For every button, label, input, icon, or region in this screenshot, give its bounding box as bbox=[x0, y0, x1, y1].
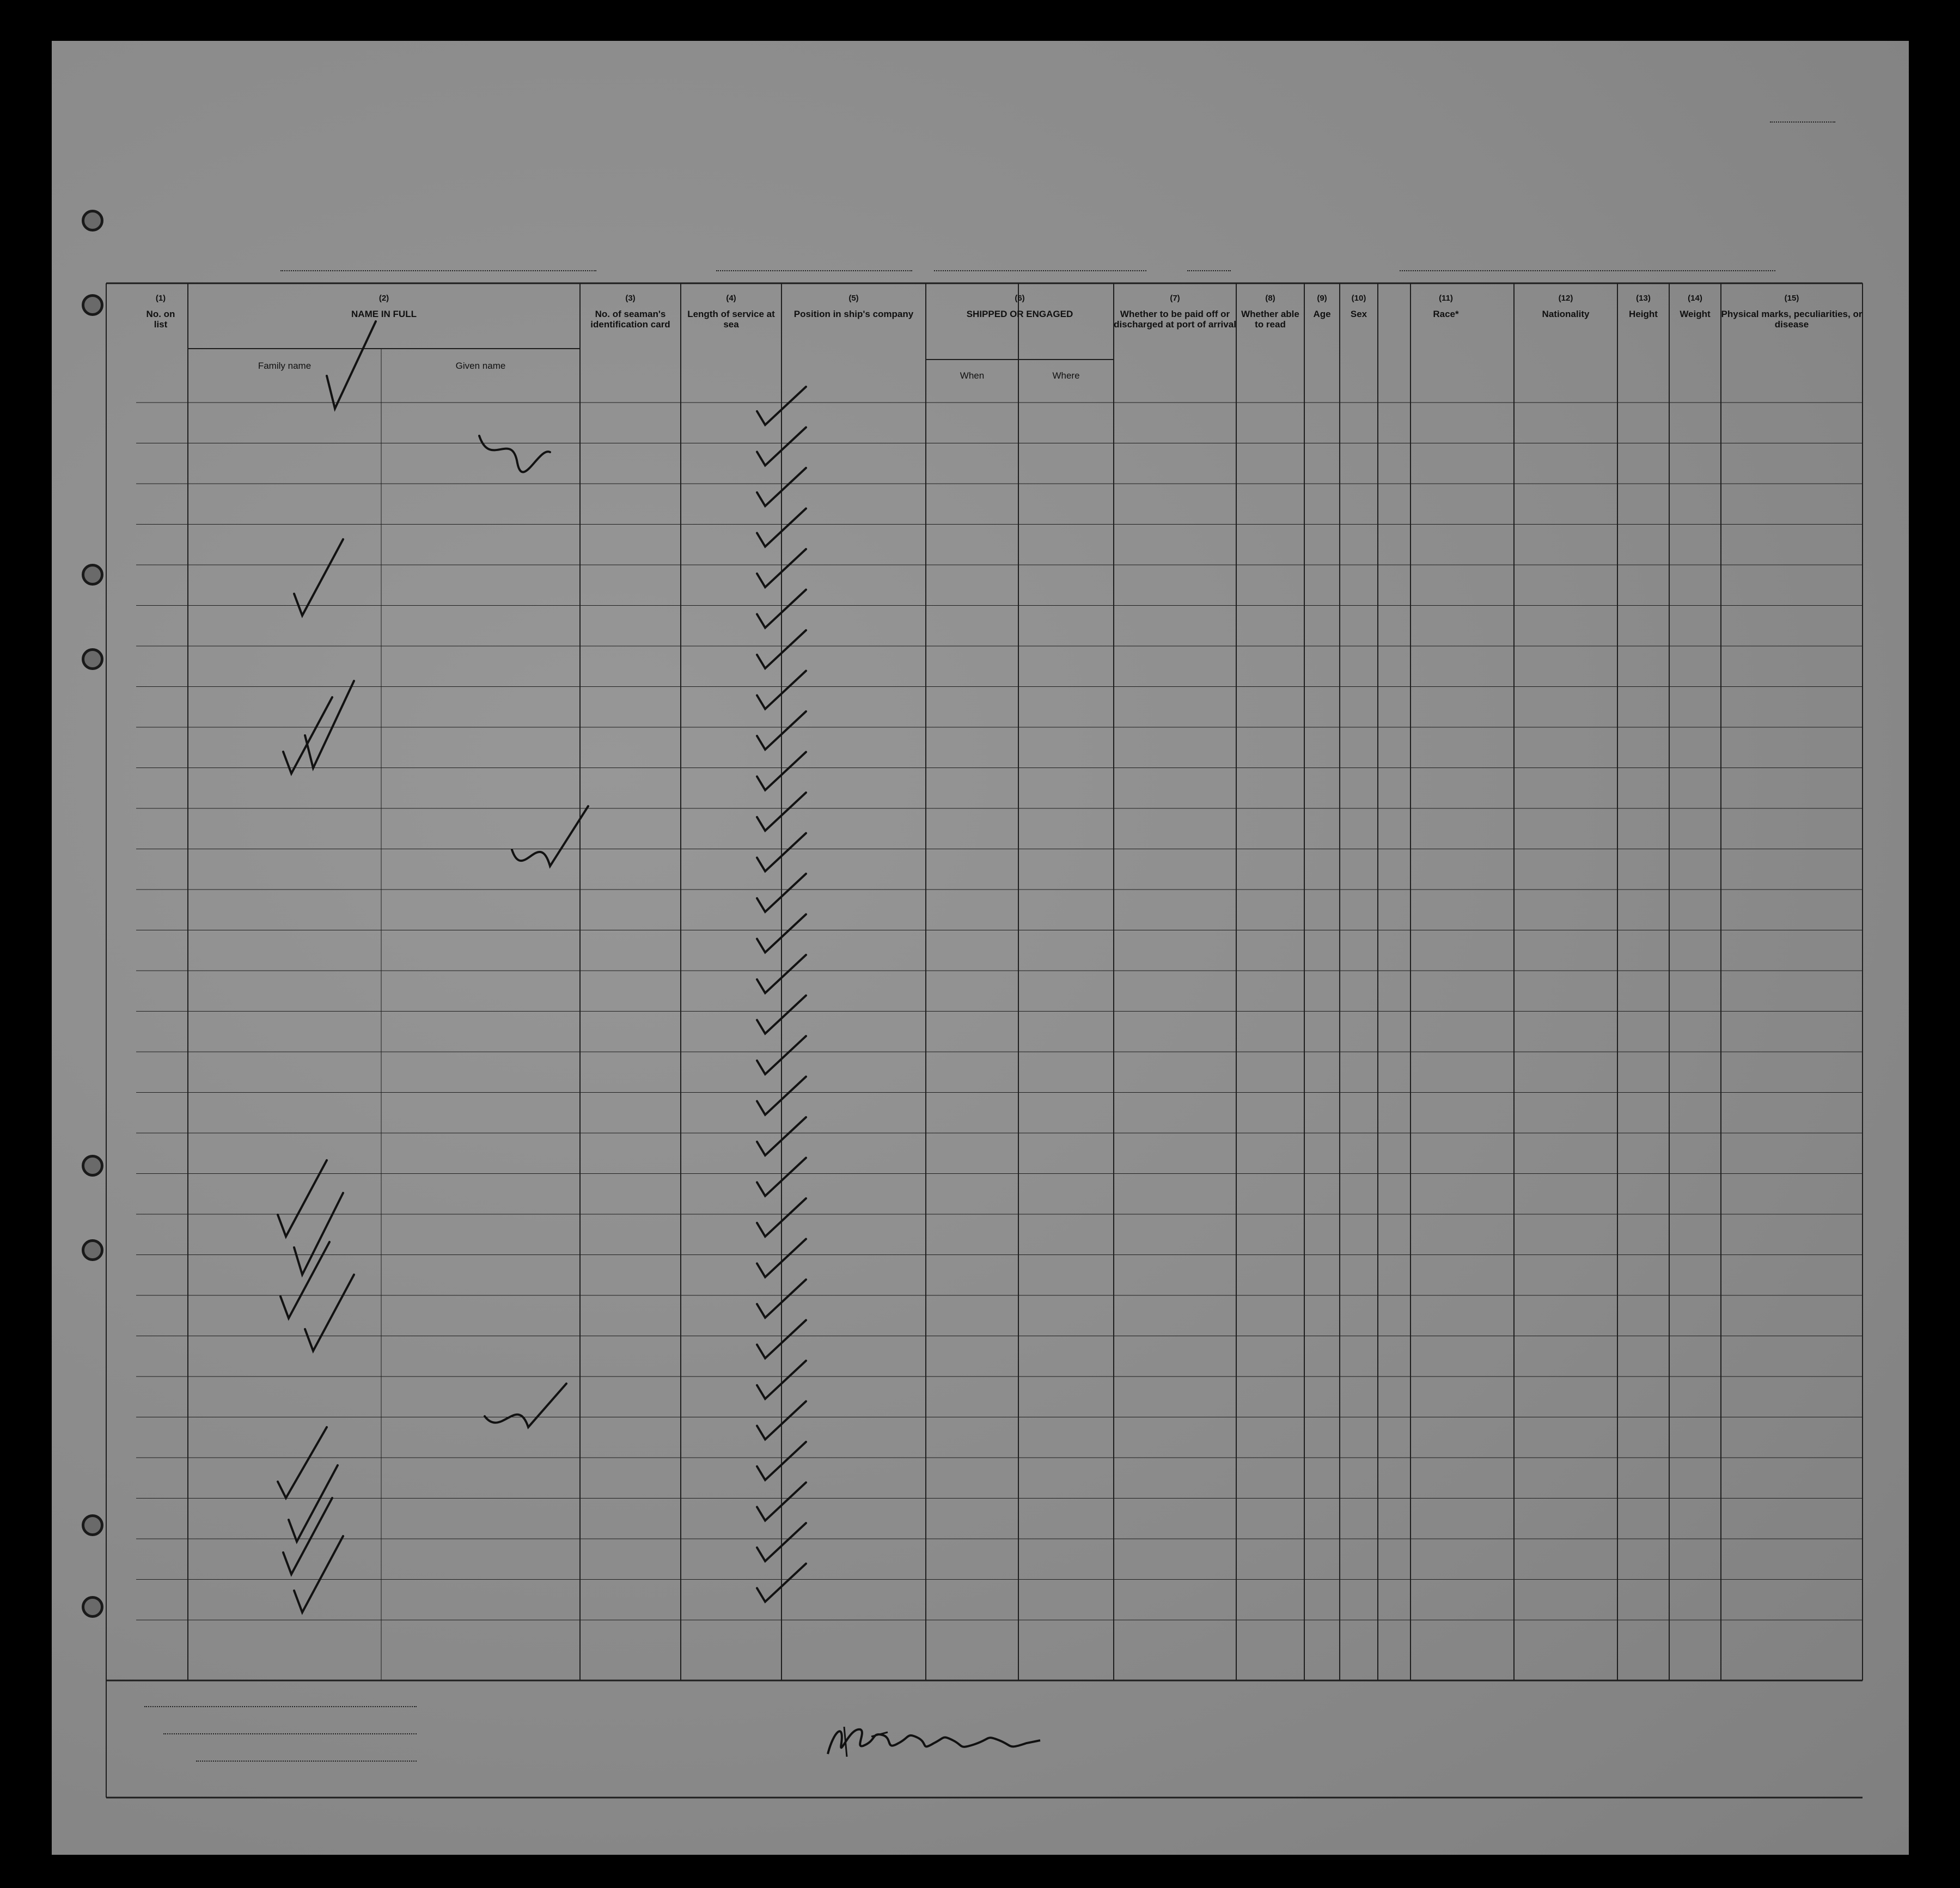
column-label: Position in ship's company bbox=[793, 309, 914, 319]
column-subheader: Where bbox=[1052, 370, 1080, 381]
column-number: (14) bbox=[1688, 294, 1702, 303]
check-mark bbox=[757, 1523, 806, 1561]
check-mark bbox=[485, 1384, 566, 1427]
column-label: Height bbox=[1629, 309, 1658, 319]
column-label: Length of service at sea bbox=[687, 309, 775, 330]
check-mark bbox=[327, 321, 376, 409]
check-mark bbox=[278, 1160, 327, 1237]
column-number: (4) bbox=[726, 294, 736, 303]
column-label: Physical marks, peculiarities, or disease bbox=[1721, 309, 1863, 330]
check-mark bbox=[757, 996, 806, 1034]
check-mark bbox=[757, 549, 806, 587]
check-mark bbox=[757, 1442, 806, 1480]
line-field[interactable] bbox=[144, 1706, 417, 1707]
check-mark bbox=[479, 436, 550, 472]
column-label: Race* bbox=[1433, 309, 1459, 319]
column-number: (10) bbox=[1351, 294, 1366, 303]
column-subheader: When bbox=[960, 370, 985, 381]
check-mark bbox=[757, 590, 806, 628]
column-number: (6) bbox=[1015, 294, 1025, 303]
check-mark bbox=[283, 1498, 332, 1574]
check-mark bbox=[280, 1242, 329, 1318]
column-subheader: Given name bbox=[455, 361, 506, 371]
check-mark bbox=[757, 671, 806, 709]
check-mark bbox=[305, 681, 354, 768]
column-label: NAME IN FULL bbox=[351, 309, 417, 319]
check-mark bbox=[757, 1483, 806, 1521]
check-mark bbox=[757, 428, 806, 466]
check-mark bbox=[283, 697, 332, 774]
column-number: (12) bbox=[1558, 294, 1573, 303]
check-mark bbox=[757, 915, 806, 953]
column-label: No. of seaman's identification card bbox=[590, 309, 670, 330]
check-mark bbox=[757, 630, 806, 668]
check-mark bbox=[294, 1536, 343, 1612]
check-mark bbox=[294, 539, 343, 616]
column-number: (1) bbox=[155, 294, 166, 303]
check-mark bbox=[757, 468, 806, 506]
column-label: Sex bbox=[1350, 309, 1367, 319]
check-mark bbox=[757, 874, 806, 912]
check-mark bbox=[757, 1280, 806, 1318]
check-mark bbox=[757, 1320, 806, 1359]
local-agents-field[interactable] bbox=[196, 1761, 417, 1762]
column-label: Age bbox=[1313, 309, 1331, 319]
column-number: (11) bbox=[1439, 294, 1453, 303]
check-mark bbox=[512, 806, 588, 866]
check-mark bbox=[757, 752, 806, 790]
check-mark bbox=[757, 1361, 806, 1399]
check-mark bbox=[757, 1158, 806, 1196]
check-mark bbox=[305, 1275, 354, 1351]
check-mark bbox=[757, 1564, 806, 1602]
check-mark bbox=[757, 1117, 806, 1155]
check-mark bbox=[278, 1427, 327, 1498]
column-label: No. on list bbox=[146, 309, 175, 330]
column-number: (2) bbox=[378, 294, 389, 303]
inspector-signature bbox=[811, 1710, 1051, 1770]
column-number: (15) bbox=[1784, 294, 1799, 303]
column-label: Whether to be paid off or discharged at port of arrival bbox=[1114, 309, 1236, 330]
check-mark bbox=[757, 955, 806, 993]
check-mark bbox=[757, 833, 806, 872]
column-number: (13) bbox=[1636, 294, 1651, 303]
column-subheader: Family name bbox=[258, 361, 312, 371]
column-number: (5) bbox=[848, 294, 859, 303]
check-mark bbox=[757, 1239, 806, 1277]
column-label: Weight bbox=[1680, 309, 1711, 319]
column-number: (7) bbox=[1170, 294, 1180, 303]
check-mark bbox=[757, 1402, 806, 1440]
check-mark bbox=[757, 1198, 806, 1237]
check-mark bbox=[757, 387, 806, 425]
column-number: (9) bbox=[1317, 294, 1327, 303]
check-mark bbox=[757, 711, 806, 750]
check-mark bbox=[757, 1077, 806, 1115]
column-label: Whether able to read bbox=[1241, 309, 1299, 330]
owners-field[interactable] bbox=[163, 1733, 417, 1734]
column-number: (8) bbox=[1265, 294, 1275, 303]
check-mark bbox=[757, 793, 806, 831]
check-mark bbox=[757, 509, 806, 547]
column-label: SHIPPED OR ENGAGED bbox=[966, 309, 1073, 319]
check-mark bbox=[757, 1036, 806, 1074]
column-number: (3) bbox=[625, 294, 636, 303]
column-label: Nationality bbox=[1542, 309, 1590, 319]
